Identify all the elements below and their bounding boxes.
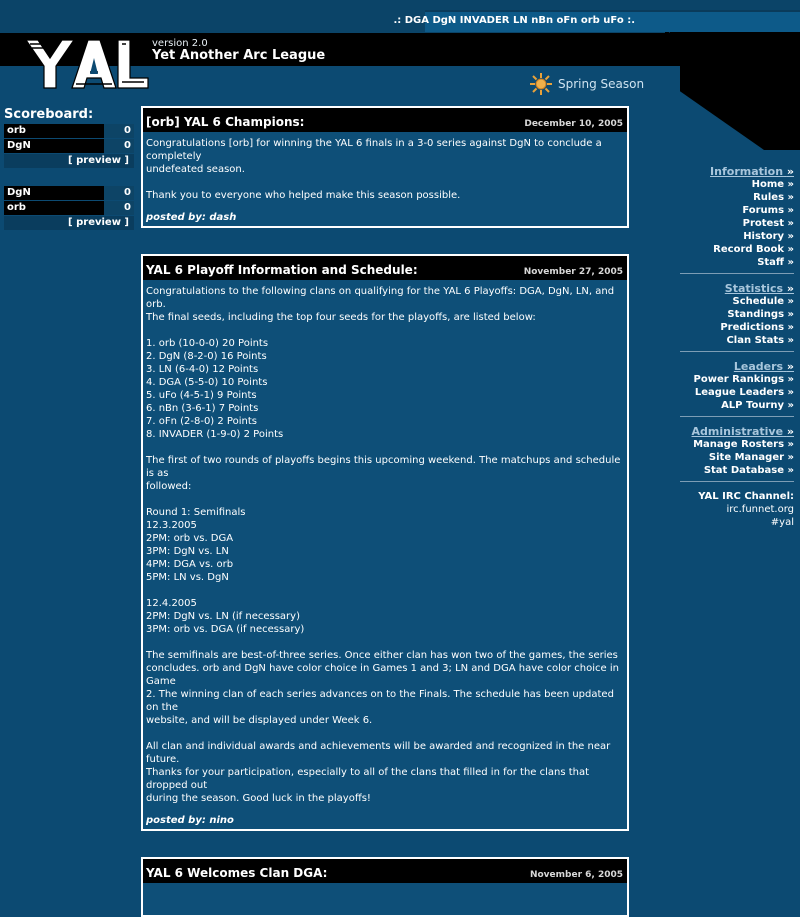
post-gap xyxy=(141,228,629,254)
nav-arrow: » xyxy=(787,465,794,476)
nav-item-label: Home xyxy=(751,179,785,190)
nav-item-label: Site Manager xyxy=(708,452,785,463)
post-title: YAL 6 Welcomes Clan DGA: xyxy=(146,866,328,880)
team-score: 0 xyxy=(104,201,134,215)
schedule-line: 4PM: DGA vs. orb xyxy=(146,559,234,570)
schedule-line: 3PM: orb vs. DGA (if necessary) xyxy=(146,624,305,635)
preview-link[interactable]: [ preview ] xyxy=(4,154,134,168)
post-body xyxy=(143,132,627,212)
scoreboard-row xyxy=(4,139,134,153)
post-line: followed: xyxy=(146,481,192,492)
nav-arrow: » xyxy=(787,218,794,229)
schedule-line: 2PM: DgN vs. LN (if necessary) xyxy=(146,611,300,622)
nav-item-alp-tourny[interactable] xyxy=(680,399,794,412)
post-title: [orb] YAL 6 Champions: xyxy=(146,115,305,129)
nav-item-label: Predictions xyxy=(720,322,785,333)
nav-arrow: » xyxy=(787,322,794,333)
schedule-line: 5PM: LN vs. DgN xyxy=(146,572,229,583)
nav-item-history[interactable] xyxy=(680,230,794,243)
post-date: November 27, 2005 xyxy=(523,267,623,277)
standings-list xyxy=(146,337,624,441)
nav-head-label: Information xyxy=(710,165,784,178)
nav-head-administrative[interactable] xyxy=(680,425,794,438)
nav-item-forums[interactable] xyxy=(680,204,794,217)
standing-line: 3. LN (6-4-0) 12 Points xyxy=(146,364,259,375)
nav-head-statistics[interactable] xyxy=(680,282,794,295)
news-post xyxy=(141,254,629,831)
team-name: orb xyxy=(4,201,104,215)
nav-arrow: » xyxy=(787,179,794,190)
nav-item-label: Stat Database xyxy=(703,465,785,476)
post-line: The semifinals are best-of-three series. Once either clan has won two of the games, the series xyxy=(146,650,618,661)
irc-channel[interactable]: #yal xyxy=(770,517,794,528)
news-post xyxy=(141,857,629,917)
post-paragraph xyxy=(146,649,624,727)
nav-section-administrative xyxy=(680,425,794,482)
scoreboard-row xyxy=(4,201,134,215)
nav-arrow: » xyxy=(787,257,794,268)
nav-arrow: » xyxy=(787,452,794,463)
nav-head-information[interactable] xyxy=(680,165,794,178)
nav-item-label: Protest xyxy=(742,218,785,229)
standing-line: 7. oFn (2-8-0) 2 Points xyxy=(146,416,257,427)
post-line: Congratulations [orb] for winning the YAL 6 finals in a 3-0 series against DgN to conclude a completely xyxy=(146,138,602,162)
scoreboard-match xyxy=(4,186,134,230)
post-line: undefeated season. xyxy=(146,164,245,175)
nav-item-predictions[interactable] xyxy=(680,321,794,334)
post-line: The final seeds, including the top four seeds for the playoffs, are listed below: xyxy=(146,312,536,323)
post-header xyxy=(143,254,627,280)
nav-item-power-rankings[interactable] xyxy=(680,373,794,386)
nav-item-manage-rosters[interactable] xyxy=(680,438,794,451)
nav-item-stat-database[interactable] xyxy=(680,464,794,477)
nav-arrow: » xyxy=(787,205,794,216)
post-line: The first of two rounds of playoffs begins this upcoming weekend. The matchups and schedule is as xyxy=(146,455,621,479)
nav-head-label: Administrative xyxy=(691,425,784,438)
nav-item-site-manager[interactable] xyxy=(680,451,794,464)
nav-arrow: » xyxy=(786,165,794,178)
schedule-line: 12.4.2005 xyxy=(146,598,197,609)
irc-info xyxy=(680,490,794,529)
nav-arrow: » xyxy=(787,192,794,203)
posted-by: posted by: dash xyxy=(146,212,237,223)
standing-line: 8. INVADER (1-9-0) 2 Points xyxy=(146,429,284,440)
nav-arrow: » xyxy=(787,309,794,320)
post-paragraph xyxy=(146,454,624,493)
clans-strip xyxy=(393,10,800,32)
schedule-line: 12.3.2005 xyxy=(146,520,197,531)
nav-item-label: Manage Rosters xyxy=(693,439,785,450)
nav-item-home[interactable] xyxy=(680,178,794,191)
standing-line: 1. orb (10-0-0) 20 Points xyxy=(146,338,269,349)
nav-item-label: Rules xyxy=(753,192,785,203)
nav-item-protest[interactable] xyxy=(680,217,794,230)
nav-item-label: Forums xyxy=(742,205,785,216)
nav-item-rules[interactable] xyxy=(680,191,794,204)
schedule-line: Round 1: Semifinals xyxy=(146,507,246,518)
team-name: DgN xyxy=(4,139,104,153)
season-indicator xyxy=(530,73,644,95)
posted-by: posted by: nino xyxy=(146,815,234,826)
nav-arrow: » xyxy=(786,425,794,438)
post-date: November 6, 2005 xyxy=(529,870,623,880)
post-body xyxy=(143,280,627,815)
header-side-block xyxy=(680,66,800,150)
schedule-day2 xyxy=(146,597,624,636)
post-gap xyxy=(141,831,629,857)
schedule-line: 2PM: orb vs. DGA xyxy=(146,533,234,544)
nav-item-clan-stats[interactable] xyxy=(680,334,794,347)
season-label: Spring Season xyxy=(558,77,645,91)
post-line: All clan and individual awards and achievements will be awarded and recognized in the near future. xyxy=(146,741,611,765)
nav-arrow: » xyxy=(787,400,794,411)
team-score: 0 xyxy=(104,139,134,153)
post-line: Thanks for your participation, especially to all of the clans that filled in for the clans that dropped out xyxy=(146,767,590,791)
team-score: 0 xyxy=(104,124,134,138)
post-line: during the season. Good luck in the playoffs! xyxy=(146,793,371,804)
nav-arrow: » xyxy=(787,244,794,255)
site-navigation xyxy=(680,165,794,529)
post-line: concludes. orb and DgN have color choice in Games 1 and 3; LN and DGA have color choice in Game xyxy=(146,663,619,687)
standing-line: 2. DgN (8-2-0) 16 Points xyxy=(146,351,267,362)
nav-item-label: Record Book xyxy=(713,244,785,255)
nav-item-staff[interactable] xyxy=(680,256,794,269)
post-header xyxy=(143,857,627,883)
scoreboard-row xyxy=(4,186,134,200)
nav-head-label: Statistics xyxy=(724,282,784,295)
irc-server[interactable]: irc.funnet.org xyxy=(726,504,794,515)
nav-item-label: Power Rankings xyxy=(693,374,785,385)
nav-section-information xyxy=(680,165,794,274)
nav-item-league-leaders[interactable] xyxy=(680,386,794,399)
nav-item-label: League Leaders xyxy=(694,387,785,398)
post-date: December 10, 2005 xyxy=(524,119,623,129)
post-paragraph xyxy=(146,285,624,324)
nav-item-record-book[interactable] xyxy=(680,243,794,256)
scoreboard-title: Scoreboard: xyxy=(4,107,94,122)
nav-arrow: » xyxy=(787,374,794,385)
nav-item-label: Standings xyxy=(727,309,785,320)
nav-item-label: Schedule xyxy=(732,296,785,307)
post-line: Thank you to everyone who helped make this season possible. xyxy=(146,190,461,201)
preview-link[interactable]: [ preview ] xyxy=(4,216,134,230)
news-column xyxy=(141,106,629,917)
nav-arrow: » xyxy=(786,282,794,295)
team-score: 0 xyxy=(104,186,134,200)
nav-head-label: Leaders xyxy=(733,360,784,373)
nav-item-label: Clan Stats xyxy=(726,335,785,346)
news-post xyxy=(141,106,629,228)
nav-arrow: » xyxy=(787,335,794,346)
nav-head-leaders[interactable] xyxy=(680,360,794,373)
nav-section-statistics xyxy=(680,282,794,352)
post-paragraph xyxy=(146,740,624,805)
schedule-line: 3PM: DgN vs. LN xyxy=(146,546,229,557)
post-line: website, and will be displayed under Week 6. xyxy=(146,715,373,726)
yal-logo[interactable] xyxy=(22,34,152,100)
schedule-round1 xyxy=(146,506,624,584)
nav-arrow: » xyxy=(787,387,794,398)
nav-item-label: Staff xyxy=(757,257,785,268)
nav-item-label: History xyxy=(743,231,785,242)
sun-icon xyxy=(530,73,552,95)
version-label: version 2.0 xyxy=(152,38,208,49)
nav-arrow: » xyxy=(787,439,794,450)
standing-line: 4. DGA (5-5-0) 10 Points xyxy=(146,377,268,388)
clans-list[interactable]: .: DGA DgN INVADER LN nBn oFn orb uFo :. xyxy=(393,15,635,26)
nav-item-standings[interactable] xyxy=(680,308,794,321)
nav-arrow: » xyxy=(786,360,794,373)
post-paragraph xyxy=(146,137,624,176)
nav-section-leaders xyxy=(680,360,794,417)
standing-line: 6. nBn (3-6-1) 7 Points xyxy=(146,403,259,414)
post-paragraph xyxy=(146,189,624,202)
scoreboard-match xyxy=(4,124,134,168)
post-title: YAL 6 Playoff Information and Schedule: xyxy=(146,263,418,277)
team-name: DgN xyxy=(4,186,104,200)
irc-title: YAL IRC Channel: xyxy=(698,491,794,502)
nav-item-schedule[interactable] xyxy=(680,295,794,308)
post-header xyxy=(143,106,627,132)
post-line: Congratulations to the following clans on qualifying for the YAL 6 Playoffs: DGA, DgN, LN, and orb. xyxy=(146,286,615,310)
scoreboard-row xyxy=(4,124,134,138)
nav-arrow: » xyxy=(787,231,794,242)
post-line: 2. The winning clan of each series advances on to the Finals. The schedule has been updated on the xyxy=(146,689,614,713)
standing-line: 5. uFo (4-5-1) 9 Points xyxy=(146,390,257,401)
nav-arrow: » xyxy=(787,296,794,307)
team-name: orb xyxy=(4,124,104,138)
nav-item-label: ALP Tourny xyxy=(721,400,785,411)
site-tagline: Yet Another Arc League xyxy=(152,48,326,63)
